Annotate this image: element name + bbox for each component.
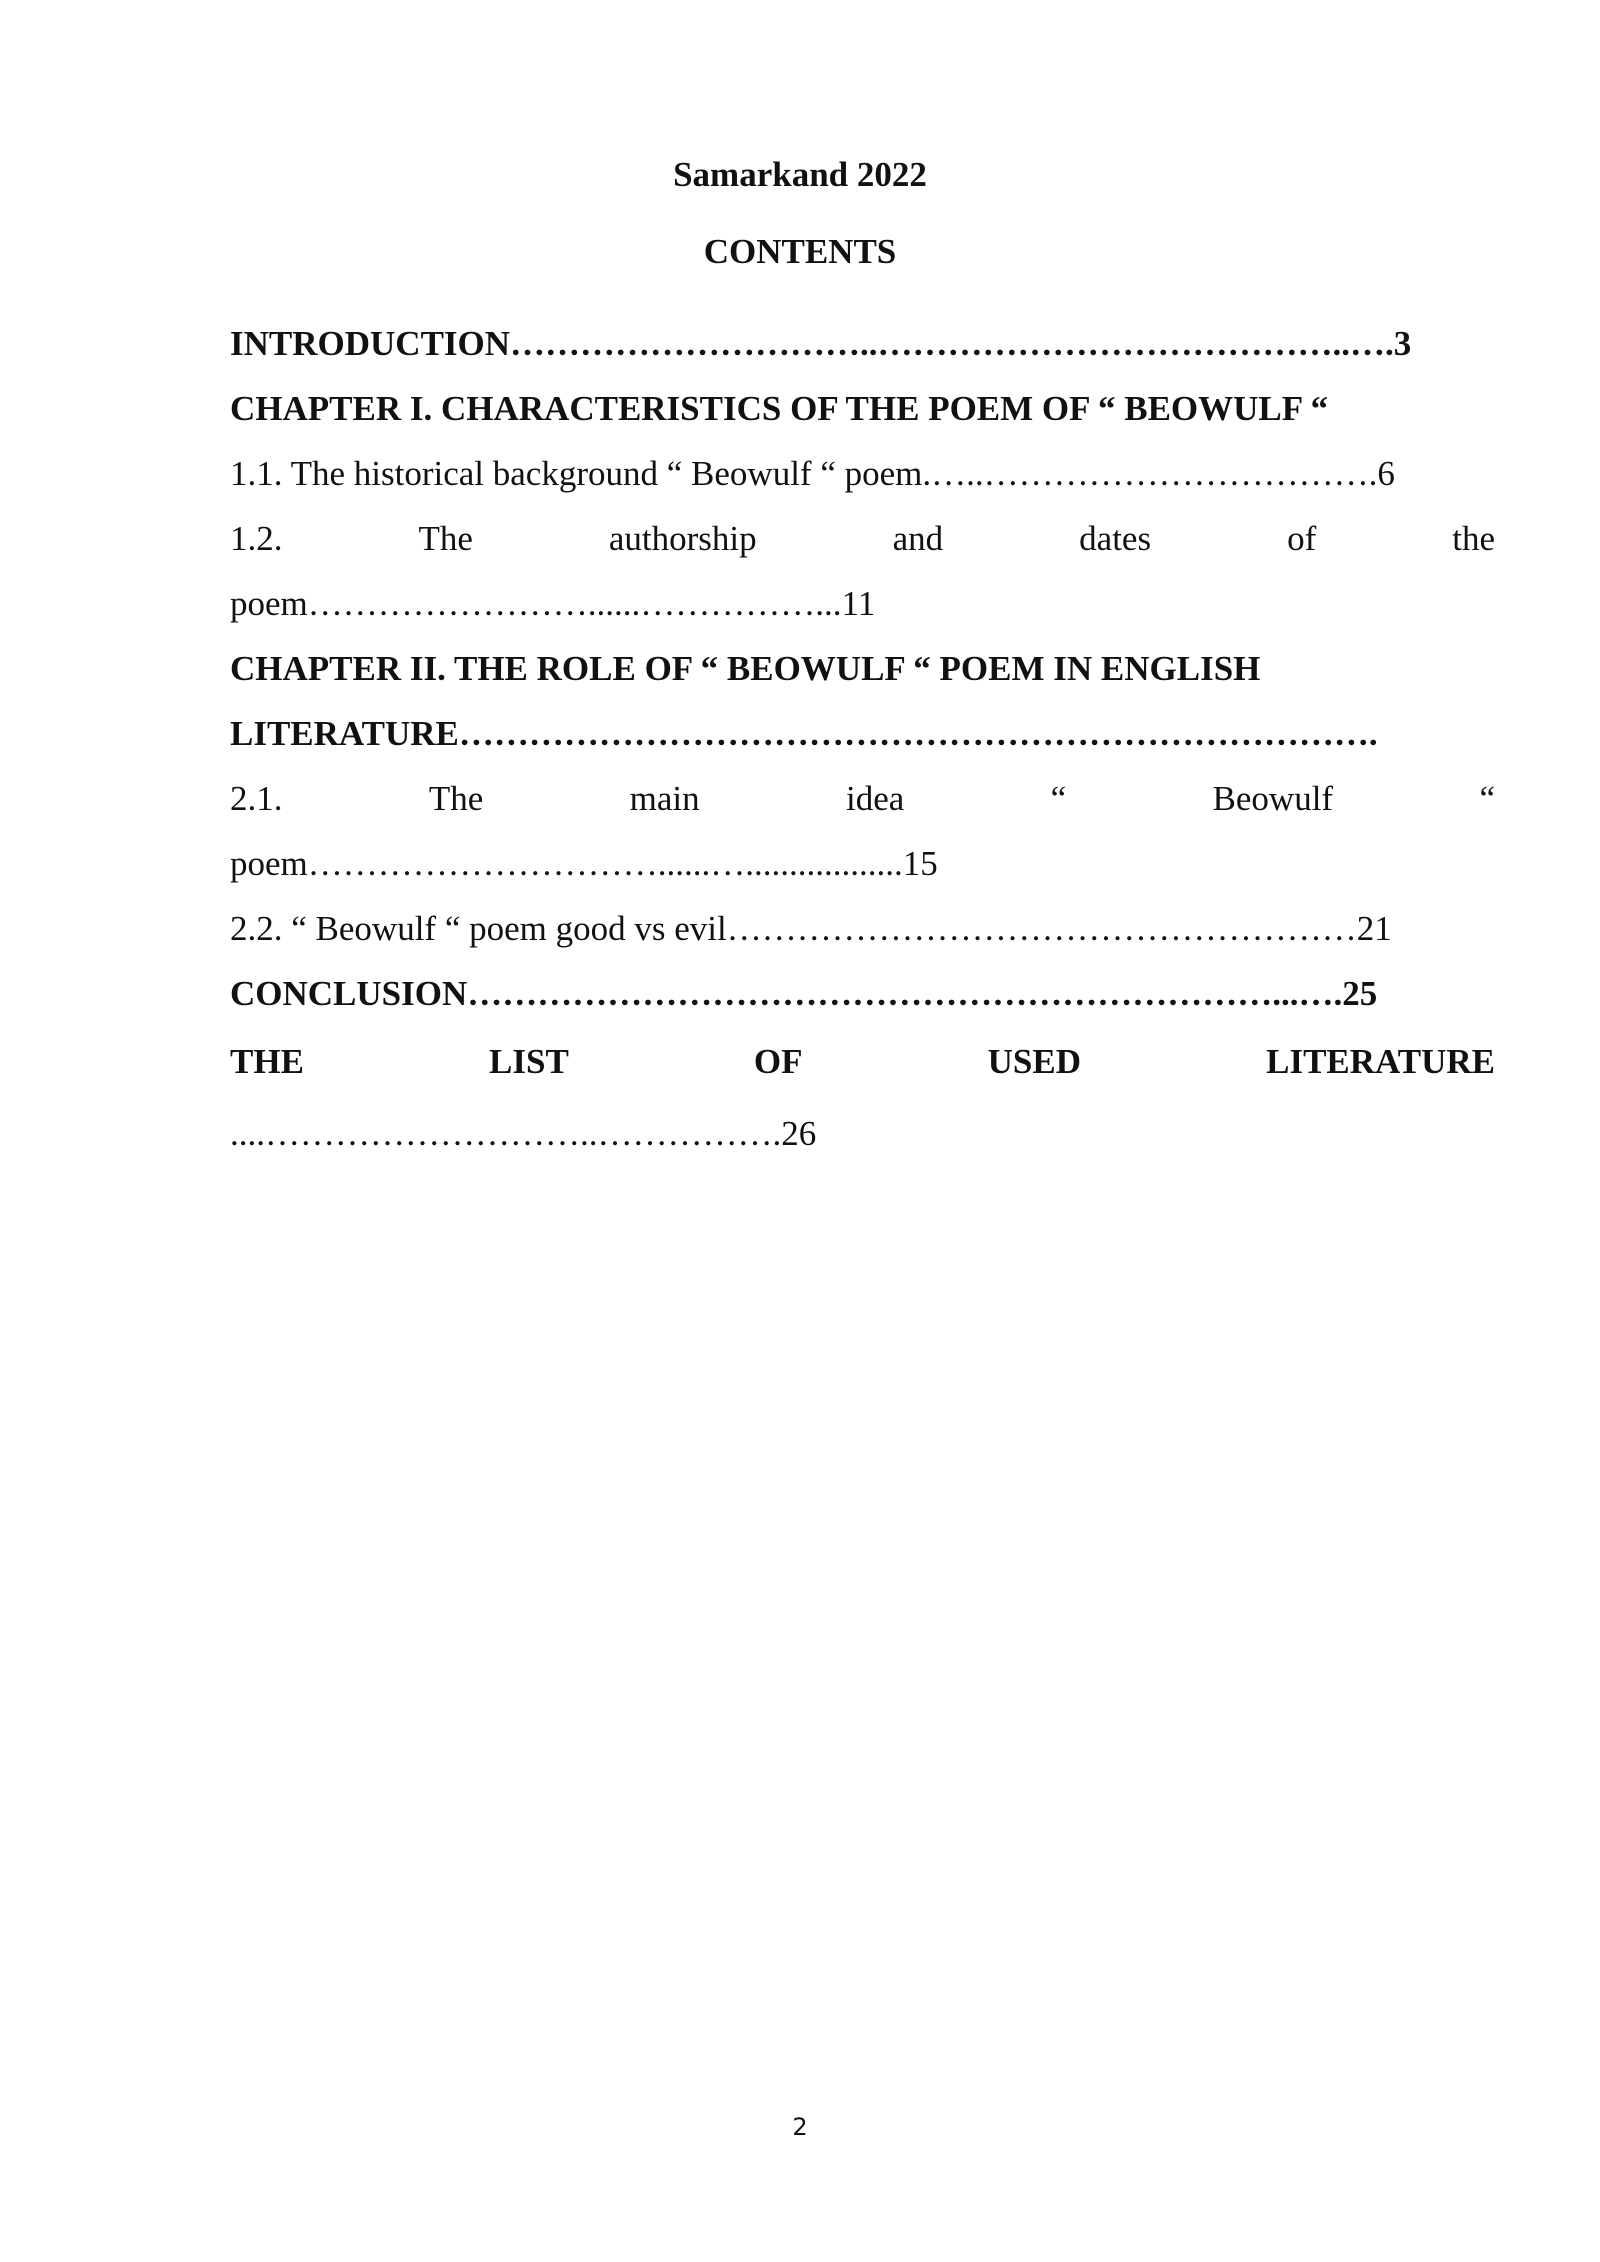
toc-word: THE [230,1042,304,1081]
toc-word: “ [1479,779,1495,818]
toc-entry-introduction [230,322,1495,366]
page-number: 2 [792,2113,808,2141]
toc-entry-2-1-continuation: poem…………………………......…..................15 [230,844,938,883]
toc-word: Beowulf [1212,779,1334,818]
toc-entry-2-2: 2.2. “ Beowulf “ poem good vs evil………………………………………………21 [230,909,1392,948]
toc-word: 1.2. [230,519,283,558]
toc-word: and [892,519,944,558]
toc-word: the [1452,519,1495,558]
toc-entry-1-2 [230,517,1495,561]
place-year-heading: Samarkand 2022 [673,155,927,194]
toc-word: idea [845,779,905,818]
toc-word: main [629,779,700,818]
contents-title: CONTENTS [703,232,897,271]
toc-introduction-text: INTRODUCTION…………………………..…………………………………..….3 [230,324,1412,363]
toc-chapter-1-heading: CHAPTER I. CHARACTERISTICS OF THE POEM OF “ BEOWULF “ [230,389,1329,428]
toc-word: USED [987,1042,1082,1081]
toc-entry-literature [230,1040,1495,1084]
toc-entry-1-1: 1.1. The historical background “ Beowulf “ poem.…..…………………………….6 [230,454,1395,493]
toc-word: OF [753,1042,803,1081]
toc-word: LIST [489,1042,569,1081]
toc-entry-conclusion [230,972,1495,1016]
toc-conclusion-text: CONCLUSION……………………………………………………………...….25 [230,974,1378,1013]
toc-word: 2.1. [230,779,283,818]
toc-word: of [1287,519,1317,558]
toc-word: The [428,779,484,818]
toc-entry-1-2-continuation: poem……………………......……………...11 [230,584,876,623]
toc-chapter-2-continuation: LITERATURE……………………………………………………………………. [230,714,1378,753]
toc-word: LITERATURE [1266,1042,1495,1081]
toc-word: The [418,519,473,558]
toc-entry-2-1 [230,777,1495,821]
toc-word: authorship [608,519,757,558]
toc-word: dates [1079,519,1152,558]
toc-chapter-2-heading: CHAPTER II. THE ROLE OF “ BEOWULF “ POEM IN ENGLISH [230,649,1261,688]
toc-entry-literature-continuation: ....………………………..…………….26 [230,1114,817,1153]
toc-word: “ [1050,779,1067,818]
